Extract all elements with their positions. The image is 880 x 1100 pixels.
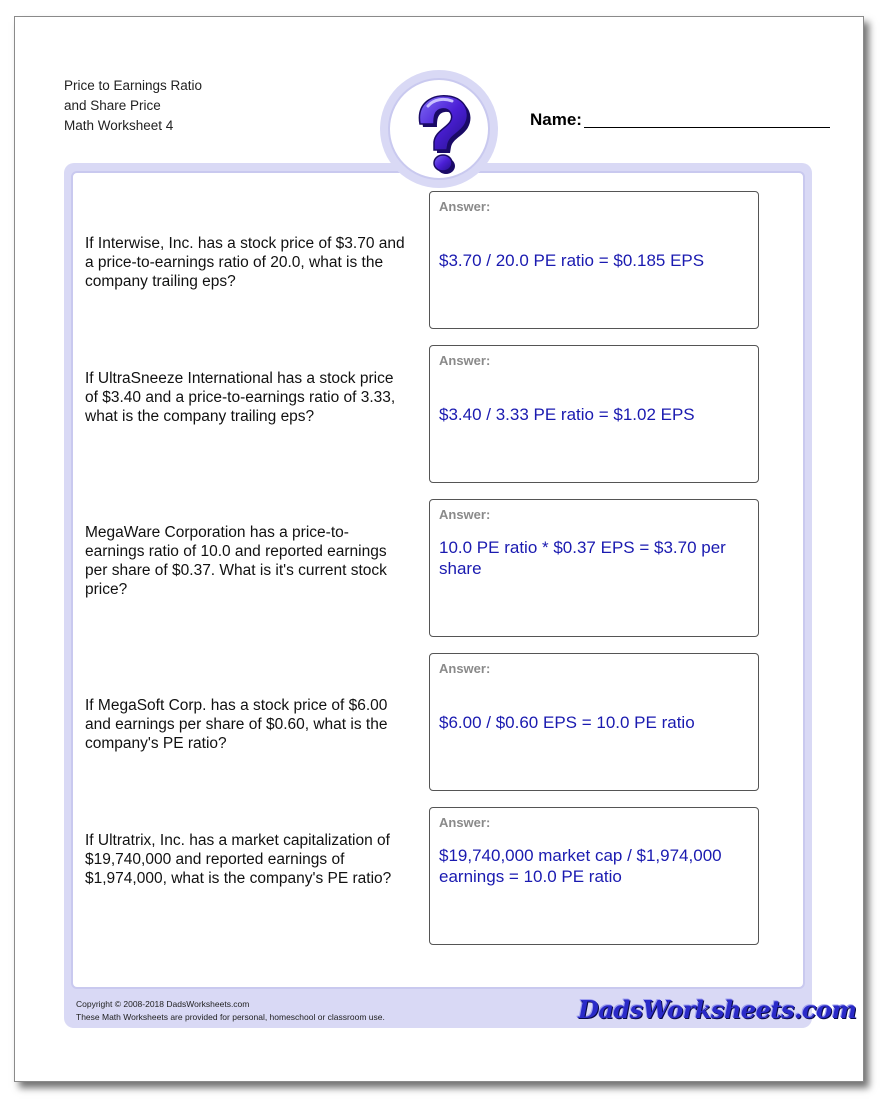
answer-box-1[interactable] [429, 191, 759, 329]
question-mark-logo [380, 70, 498, 188]
worksheet-title-line-2: and Share Price [64, 98, 161, 113]
answer-label: Answer: [439, 661, 491, 676]
answer-box-3[interactable] [429, 499, 759, 637]
worksheet-title-line-1: Price to Earnings Ratio [64, 78, 203, 93]
answer-box-5[interactable] [429, 807, 759, 945]
question-1-text: If Interwise, Inc. has a stock price of $3.70 and a price-to-earnings ratio of 20.0, what is the company trailing eps? [85, 235, 405, 290]
answer-5-text: $19,740,000 market cap / $1,974,000 earnings = 10.0 PE ratio [439, 846, 722, 886]
copyright-text: Copyright © 2008-2018 DadsWorksheets.com [76, 999, 250, 1009]
worksheet-subtitle: Math Worksheet 4 [64, 118, 174, 133]
question-5-text: If Ultratrix, Inc. has a market capitalization of $19,740,000 and reported earnings of $1,974,000, what is the company's PE ratio? [85, 832, 392, 887]
answer-3-text: 10.0 PE ratio * $0.37 EPS = $3.70 per share [439, 538, 726, 578]
answer-label: Answer: [439, 353, 491, 368]
answer-4-text: $6.00 / $0.60 EPS = 10.0 PE ratio [439, 713, 695, 732]
question-mark-icon [390, 80, 488, 178]
name-blank-line[interactable] [584, 127, 830, 128]
answer-box-4[interactable] [429, 653, 759, 791]
logo-inner-circle [388, 78, 490, 180]
answer-1-text: $3.70 / 20.0 PE ratio = $0.185 EPS [439, 251, 705, 270]
answer-label: Answer: [439, 815, 491, 830]
question-3-text: MegaWare Corporation has a price-to-earnings ratio of 10.0 and reported earnings per share of $0.37. What is it's current stock price? [85, 524, 387, 598]
answer-label: Answer: [439, 199, 491, 214]
answer-2-text: $3.40 / 3.33 PE ratio = $1.02 EPS [439, 405, 695, 424]
answer-label: Answer: [439, 507, 491, 522]
dadsworksheets-logo: DadsWorksheets.com [578, 995, 857, 1024]
usage-notice: These Math Worksheets are provided for personal, homeschool or classroom use. [76, 1012, 385, 1022]
question-4-text: If MegaSoft Corp. has a stock price of $6.00 and earnings per share of $0.60, what is the company's PE ratio? [85, 697, 388, 752]
question-2-text: If UltraSneeze International has a stock price of $3.40 and a price-to-earnings ratio of 3.33, what is the company trailing eps? [85, 370, 396, 425]
answer-box-2[interactable] [429, 345, 759, 483]
name-label: Name: [530, 110, 582, 129]
